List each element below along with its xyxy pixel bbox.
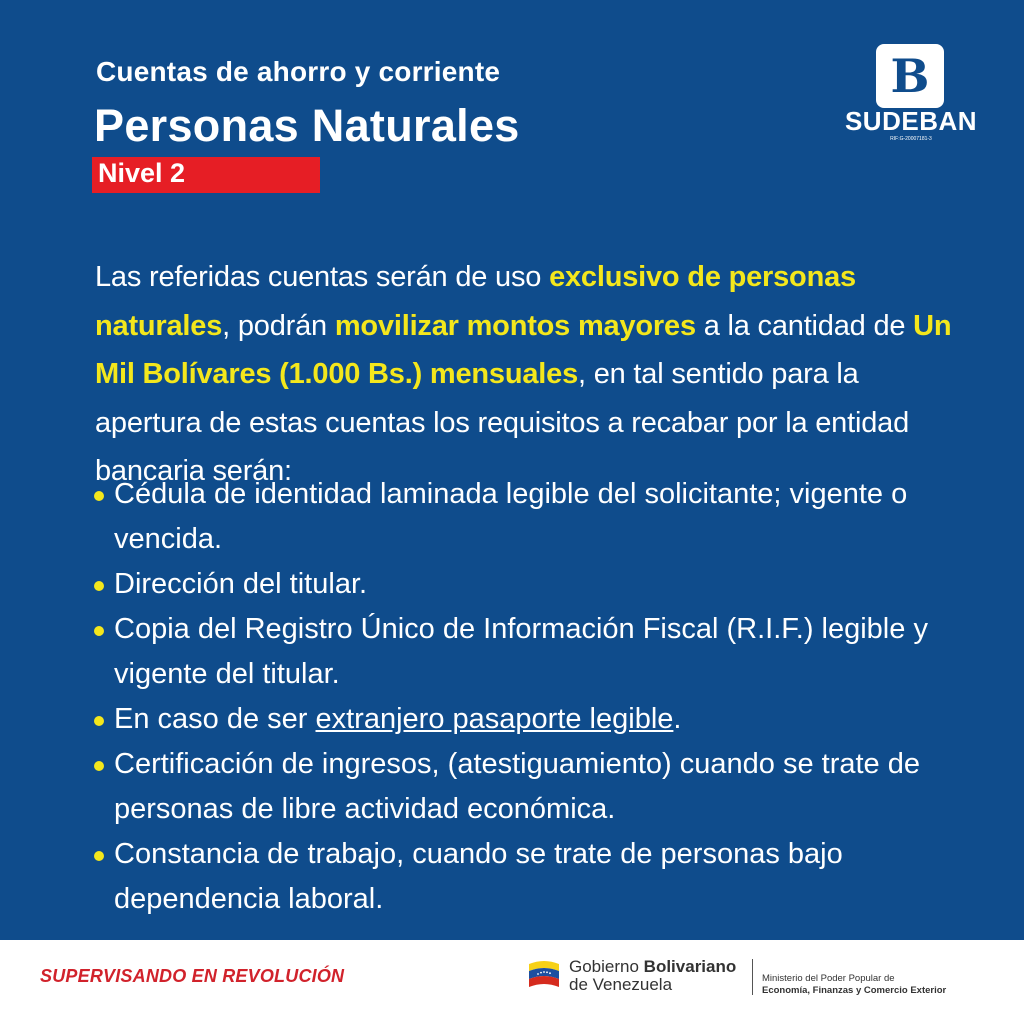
intro-text-4: , en tal sentido para la apertura de estas cuentas los requisitos a recabar por la entidad bancaria serán: [95,358,909,487]
requirement-item [92,562,992,607]
logo-letter: B [890,49,930,103]
page-subtitle: Cuentas de ahorro y corriente [96,56,501,87]
gov-name-line2: de Venezuela [569,975,673,994]
ministry-line1: Ministerio del Poder Popular de [762,973,895,984]
requirement-foreign-suffix: . [673,703,682,735]
bullet-dot-icon [94,581,104,591]
requirement-text: Dirección del titular. [114,568,368,600]
intro-highlight-amounts: movilizar montos mayores [334,309,696,342]
requirement-text: Copia del Registro Único de Información Fiscal (R.I.F.) legible y vigente del titular. [114,613,928,690]
bullet-dot-icon [94,626,104,636]
ministry-line2: Economía, Finanzas y Comercio Exterior [762,985,947,996]
bullet-dot-icon [94,491,104,501]
logo-name: SUDEBAN [844,106,978,136]
footer-divider [752,959,753,995]
level-label: Nivel 2 [98,158,186,188]
intro-text-1: Las referidas cuentas serán de uso [95,261,550,293]
venezuela-flag-icon [527,958,561,994]
footer-slogan: SUPERVISANDO EN REVOLUCIÓN [40,966,345,986]
intro-text-3: a la cantidad de [695,309,914,342]
level-badge [92,157,320,193]
requirement-item [92,607,992,697]
page-title: Personas Naturales [94,100,520,151]
gov-name-line1 [569,958,736,976]
intro-paragraph [95,253,965,496]
bullet-dot-icon [94,716,104,726]
requirements-list [92,472,992,922]
requirement-text: Constancia de trabajo, cuando se trate de personas bajo dependencia laboral. [114,838,843,915]
gov-prefix: Gobierno [569,957,644,976]
intro-highlight-exclusive: exclusivo de personas naturales [95,261,856,342]
bullet-dot-icon [94,851,104,861]
requirement-text: Certificación de ingresos, (atestiguamiento) cuando se trate de personas de libre actividad económica. [114,748,920,825]
requirement-foreign-passport: extranjero pasaporte legible [315,703,674,735]
requirement-item [92,742,992,832]
intro-text-2: , podrán [222,309,335,342]
sudeban-logo [836,42,986,152]
gov-bold: Bolivariano [643,957,737,976]
sudeban-b-icon [876,44,944,108]
bullet-dot-icon [94,761,104,771]
requirement-item-foreign [92,697,992,742]
requirement-text: Cédula de identidad laminada legible del solicitante; vigente o vencida. [114,478,908,555]
intro-highlight-quantity: Un Mil Bolívares (1.000 Bs.) mensuales [95,309,952,390]
logo-rif: RIF:G-20007181-3 [890,136,932,142]
requirement-item [92,472,992,562]
requirement-foreign-prefix: En caso de ser [114,703,316,735]
requirement-item [92,832,992,922]
